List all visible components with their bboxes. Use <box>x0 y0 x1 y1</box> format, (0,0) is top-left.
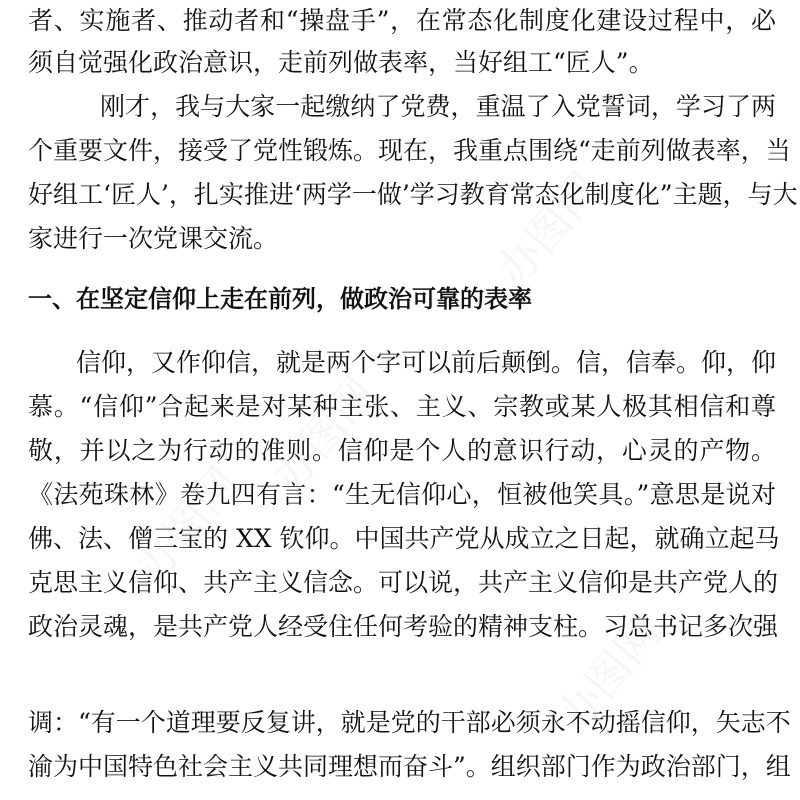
paragraph-line: 者、实施者、推动者和“操盘手”，在常态化制度化建设过程中，必 <box>28 6 776 35</box>
paragraph-line: 好组工‘匠人’，扎实推进‘两学一做’学习教育常态化制度化”主题，与大 <box>28 180 798 209</box>
watermark: 办图网 <box>262 367 387 502</box>
paragraph-line: 政治灵魂，是共产党人经受住任何考验的精神支柱。习总书记多次强 <box>28 612 779 641</box>
paragraph-line: 慕。“信仰”合起来是对某种主张、主义、宗教或某人极其相信和尊 <box>28 392 776 421</box>
section-heading: 一、在坚定信仰上走在前列，做政治可靠的表率 <box>28 285 532 313</box>
paragraph-line: 佛、法、僧三宝的 XX 钦仰。中国共产党从成立之日起，就确立起马 <box>28 524 780 553</box>
paragraph-line: 调：“有一个道理要反复讲，就是党的干部必须永不动摇信仰，矢志不 <box>28 708 791 737</box>
paragraph-line: 刚才，我与大家一起缴纳了党费，重温了入党誓词，学习了两 <box>100 92 776 121</box>
paragraph-line: 克思主义信仰、共产主义信念。可以说，共产主义信仰是共产党人的 <box>28 568 779 597</box>
watermark: 办图网 <box>125 457 250 592</box>
paragraph-line: 个重要文件，接受了党性锻炼。现在，我重点围绕“走前列做表率，当 <box>28 136 791 165</box>
paragraph-line: 《法苑珠林》卷九四有言：“生无信仰心，恒被他笑具。”意思是说对 <box>28 480 776 509</box>
paragraph-line: 渝为中国特色社会主义共同理想而奋斗”。组织部门作为政治部门，组 <box>28 752 791 781</box>
paragraph-line: 须自觉强化政治意识，走前列做表率，当好组工“匠人”。 <box>28 48 654 77</box>
watermark: 办图网 <box>487 162 612 297</box>
paragraph-line: 敬，并以之为行动的准则。信仰是个人的意识行动，心灵的产物。 <box>28 436 776 465</box>
paragraph-line: 信仰，又作仰信，就是两个字可以前后颠倒。信，信奉。仰，仰 <box>76 348 777 377</box>
watermark: 办图网 <box>547 607 672 742</box>
paragraph-line: 家进行一次党课交流。 <box>28 224 279 253</box>
